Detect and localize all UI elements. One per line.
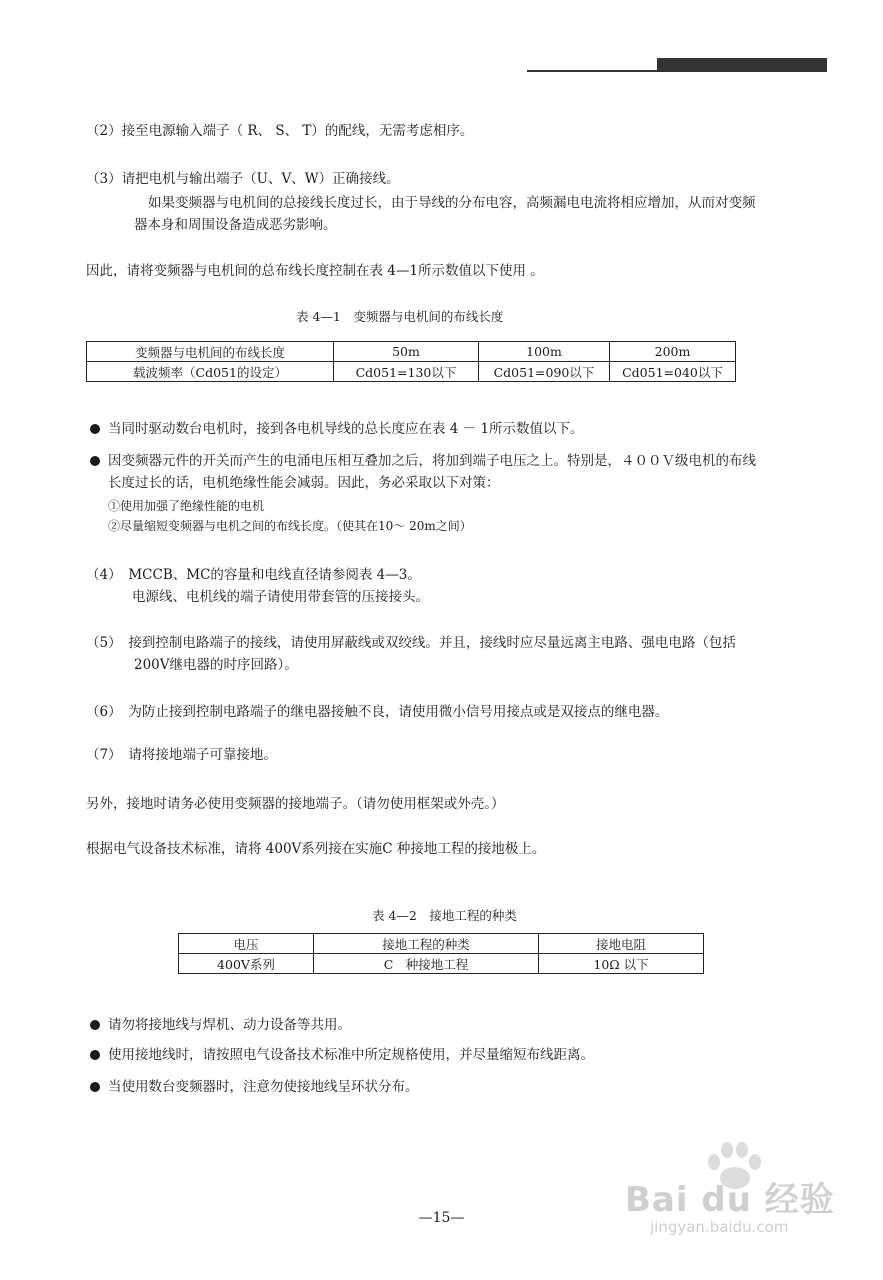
bullet-text: 当同时驱动数台电机时，接到各电机导线的总长度应在表 4 － 1所示数值以下。 <box>108 421 584 437</box>
page-number: —15— <box>418 1210 465 1226</box>
table-row <box>179 954 704 974</box>
bullet-icon <box>90 1020 100 1030</box>
table2-caption: 表 4—2 接地工程的种类 <box>372 908 517 923</box>
countermeasure-1: ①使用加强了绝缘性能的电机 <box>108 499 265 513</box>
table-cell: 10Ω 以下 <box>539 954 704 974</box>
table-cell: 50m <box>334 342 479 362</box>
bullet-text: 当使用数台变频器时，注意勿使接地线呈环状分布。 <box>108 1079 419 1095</box>
table-cell: Cd051=040以下 <box>610 362 736 382</box>
bullet-text: 使用接地线时，请按照电气设备技术标准中所定规格使用，并尽量缩短布线距离。 <box>108 1047 594 1063</box>
bullet-item <box>90 1078 419 1096</box>
table-cell: 400V系列 <box>179 954 314 974</box>
therefore-text: 因此，请将变频器与电机间的总布线长度控制在表 4—1所示数值以下使用 。 <box>86 263 544 279</box>
table-cell: 电压 <box>179 934 314 954</box>
table-row <box>87 342 736 362</box>
item-3-detail-line2: 器本身和周围设备造成恶劣影响。 <box>134 217 337 233</box>
bullet-item <box>90 420 584 438</box>
item-6: （6） 为防止接到控制电路端子的继电器接触不良，请使用微小信号用接点或是双接点的继电器。 <box>86 704 669 720</box>
table1-caption: 表 4—1 变频器与电机间的布线长度 <box>296 309 504 324</box>
item-5-line2: 200V继电器的时序回路）。 <box>134 657 298 673</box>
item-7: （7） 请将接地端子可靠接地。 <box>86 747 277 763</box>
item-3-detail-line1: 如果变频器与电机间的总接线长度过长，由于导线的分布电容，高频漏电电流将相应增加，从而对变频 <box>148 195 756 211</box>
bullet-icon <box>90 424 100 434</box>
table1-wiring-length <box>86 341 736 382</box>
bullet-item <box>90 1046 594 1064</box>
bullet-icon <box>90 1082 100 1092</box>
countermeasure-2: ②尽量缩短变频器与电机之间的布线长度。（使其在10～ 20m之间） <box>108 519 472 533</box>
table-cell: C 种接地工程 <box>314 954 539 974</box>
header-rule <box>527 70 827 72</box>
table-cell: Cd051=130以下 <box>334 362 479 382</box>
bullet-continuation: 长度过长的话，电机绝缘性能会减弱。因此，务必采取以下对策： <box>108 475 500 491</box>
table-cell: 100m <box>479 342 610 362</box>
item-3: （3）请把电机与输出端子（U、V、W）正确接线。 <box>86 171 400 187</box>
bullet-text: 因变频器元件的开关而产生的电涌电压相互叠加之后，将加到端子电压之上。特别是，４００Ｖ级电机的布线 <box>108 453 756 469</box>
item-2: （2）接至电源输入端子（ R、 S、 T）的配线，无需考虑相序。 <box>86 123 474 139</box>
table-cell: 变频器与电机间的布线长度 <box>87 342 334 362</box>
item-5: （5） 接到控制电路端子的接线，请使用屏蔽线或双绞线。并且，接线时应尽量远离主电路、强电电路（包括 <box>86 635 736 651</box>
table2-grounding-types <box>178 933 704 974</box>
bullet-icon <box>90 1050 100 1060</box>
grounding-note: 另外，接地时请务必使用变频器的接地端子。（请勿使用框架或外壳。） <box>86 796 505 812</box>
table-cell: 200m <box>610 342 736 362</box>
bullet-item <box>90 452 756 470</box>
watermark-logo-text: Bai du 经验 <box>625 1180 835 1220</box>
bullet-item <box>90 1016 351 1034</box>
bullet-text: 请勿将接地线与焊机、动力设备等共用。 <box>108 1017 351 1033</box>
grounding-standard: 根据电气设备技术标准，请将 400V系列接在实施C 种接地工程的接地极上。 <box>86 841 546 857</box>
table-cell: 载波频率（Cd051的设定） <box>87 362 334 382</box>
item-4: （4） MCCB、MC的容量和电线直径请参阅表 4—3。 <box>86 567 421 583</box>
header-bar-thick <box>657 58 827 70</box>
table-row <box>87 362 736 382</box>
table-cell: 接地电阻 <box>539 934 704 954</box>
table-cell: Cd051=090以下 <box>479 362 610 382</box>
bullet-icon <box>90 456 100 466</box>
table-cell: 接地工程的种类 <box>314 934 539 954</box>
item-4-line2: 电源线、电机线的端子请使用带套管的压接接头。 <box>132 589 429 605</box>
watermark-url: jingyan.baidu.com <box>650 1218 789 1236</box>
table-row <box>179 934 704 954</box>
